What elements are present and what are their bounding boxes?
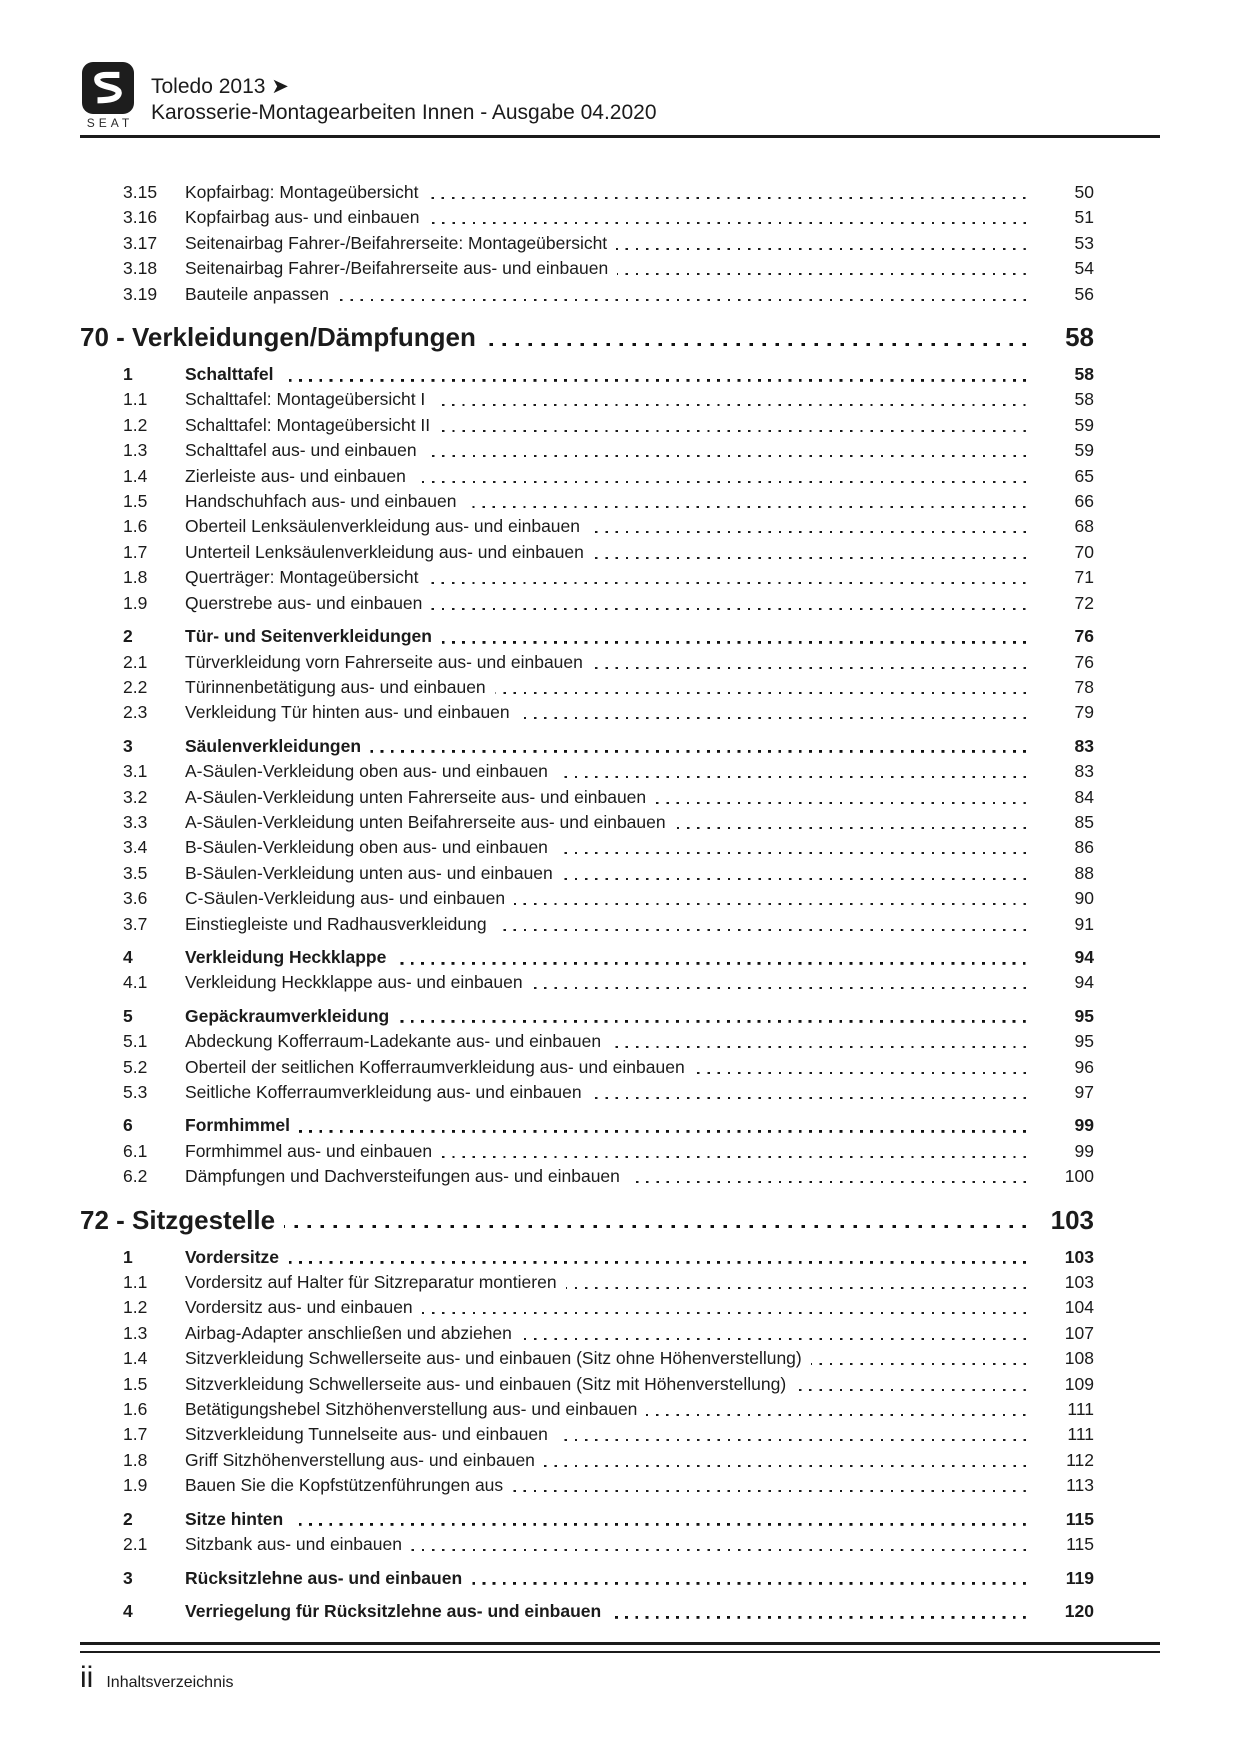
- toc-group-heading: [80, 1004, 1094, 1029]
- toc-entry: [80, 256, 1094, 281]
- page-number: ii: [80, 1661, 94, 1695]
- toc-entry-page: 95: [1074, 1005, 1094, 1026]
- toc-entry-title: Vordersitze: [185, 1246, 280, 1267]
- toc-entry-page: 115: [1066, 1534, 1094, 1555]
- toc-entry-title: Sitzbank aus- und einbauen: [185, 1534, 402, 1555]
- toc-entry-page: 59: [1074, 440, 1094, 461]
- toc-entry: [80, 810, 1094, 835]
- toc-entry-title: Oberteil Lenksäulenverkleidung aus- und einbauen: [185, 516, 580, 537]
- toc-entry-title: 72 - Sitzgestelle: [80, 1204, 276, 1235]
- seat-logo-icon: [82, 62, 134, 114]
- toc-entry-title: Sitzverkleidung Schwellerseite aus- und einbauen (Sitz mit Höhenverstellung): [185, 1373, 787, 1394]
- toc-entry-number: 4.1: [123, 972, 148, 993]
- dot-leader: [593, 540, 1026, 565]
- toc-entry-page: 103: [1064, 1272, 1094, 1293]
- toc-entry-number: 2: [123, 1508, 133, 1529]
- toc-entry-title: Türverkleidung vorn Fahrerseite aus- und einbauen: [185, 651, 583, 672]
- toc-entry-title: Verkleidung Tür hinten aus- und einbauen: [185, 702, 510, 723]
- toc-entry: [80, 1080, 1094, 1105]
- toc-entry: [80, 1346, 1094, 1371]
- toc-entry-number: 6: [123, 1115, 133, 1136]
- toc-entry-page: 103: [1064, 1246, 1094, 1267]
- dot-leader: [646, 1397, 1026, 1422]
- toc-entry-page: 99: [1074, 1115, 1094, 1136]
- toc-entry-page: 108: [1064, 1348, 1094, 1369]
- toc-entry-number: 3.17: [123, 232, 158, 253]
- toc-entry: [80, 1372, 1094, 1397]
- toc-entry-number: 3.1: [123, 761, 148, 782]
- toc-entry-page: 76: [1074, 626, 1094, 647]
- toc-entry: [80, 1422, 1094, 1447]
- dot-leader: [532, 970, 1026, 995]
- toc-entry-number: 3.6: [123, 888, 148, 909]
- toc-entry: [80, 861, 1094, 886]
- header-titles: [151, 62, 657, 126]
- toc-entry-number: 3: [123, 1567, 133, 1588]
- toc-entry-number: 1.1: [123, 389, 148, 410]
- dot-leader: [562, 861, 1026, 886]
- dot-leader: [422, 1295, 1026, 1320]
- toc-group-heading: [80, 1566, 1094, 1591]
- toc-entry-page: 94: [1074, 972, 1094, 993]
- toc-entry-number: 3.3: [123, 811, 148, 832]
- toc-entry-page: 51: [1074, 207, 1094, 228]
- toc-entry-page: 71: [1074, 567, 1094, 588]
- dot-leader: [411, 1532, 1026, 1557]
- page-footer: [80, 1661, 1160, 1695]
- toc-entry-page: 65: [1074, 465, 1094, 486]
- toc-entry-number: 1.2: [123, 414, 148, 435]
- toc-entry-title: Sitzverkleidung Tunnelseite aus- und einbauen: [185, 1424, 548, 1445]
- dot-leader: [338, 282, 1026, 307]
- toc-entry-number: 2.1: [123, 651, 148, 672]
- toc-entry-number: 3.2: [123, 786, 148, 807]
- toc-entry-number: 1: [123, 1246, 133, 1267]
- dot-leader: [398, 1004, 1026, 1029]
- toc-entry-number: 1.6: [123, 516, 148, 537]
- dot-leader: [514, 886, 1026, 911]
- toc-entry: [80, 387, 1094, 412]
- toc-entry-number: 2.2: [123, 676, 148, 697]
- toc-entry-page: 107: [1064, 1322, 1094, 1343]
- toc-entry: [80, 180, 1094, 205]
- toc-entry-page: 68: [1074, 516, 1094, 537]
- toc-entry: [80, 464, 1094, 489]
- toc-entry-page: 53: [1074, 232, 1094, 253]
- toc-entry-page: 97: [1074, 1082, 1094, 1102]
- toc-entry-number: 3.15: [123, 182, 158, 202]
- toc-chapter-heading: [80, 1203, 1094, 1237]
- toc-entry-number: 1.7: [123, 1424, 148, 1445]
- toc-entry-number: 6.2: [123, 1166, 148, 1187]
- toc-entry-number: 1.4: [123, 465, 148, 486]
- toc-entry-number: 1.8: [123, 567, 148, 588]
- toc-entry-title: Seitenairbag Fahrer-/Beifahrerseite: Montageübersicht: [185, 232, 608, 253]
- toc-entry-page: 119: [1065, 1567, 1094, 1588]
- toc-entry: [80, 1055, 1094, 1080]
- dot-leader: [485, 320, 1026, 354]
- toc-entry-page: 83: [1074, 735, 1094, 756]
- toc-entry-number: 1.5: [123, 1373, 148, 1394]
- header-model-line: Toledo 2013 ➤: [151, 75, 289, 98]
- toc-entry-page: 83: [1074, 761, 1094, 782]
- toc-group-heading: [80, 624, 1094, 649]
- toc-entry-page: 58: [1065, 322, 1094, 353]
- toc-entry: [80, 1397, 1094, 1422]
- toc-group-heading: [80, 1245, 1094, 1270]
- toc-entry-page: 95: [1074, 1031, 1094, 1052]
- toc-entry-number: 2.3: [123, 702, 148, 723]
- toc-entry-number: 2: [123, 626, 133, 647]
- toc-entry-title: Türinnenbetätigung aus- und einbauen: [185, 676, 486, 697]
- toc-entry-page: 58: [1074, 364, 1094, 385]
- dot-leader: [795, 1372, 1026, 1397]
- toc-entry-page: 85: [1074, 811, 1094, 832]
- toc-entry-page: 50: [1074, 182, 1094, 202]
- toc-entry-page: 103: [1050, 1204, 1094, 1235]
- toc-entry-number: 5: [123, 1005, 133, 1026]
- dot-leader: [495, 675, 1026, 700]
- toc-group-heading: [80, 362, 1094, 387]
- toc-entry-number: 1.4: [123, 1348, 148, 1369]
- toc-group-heading: [80, 734, 1094, 759]
- dot-leader: [557, 835, 1026, 860]
- toc-entry: [80, 1270, 1094, 1295]
- dot-leader: [441, 1139, 1026, 1164]
- dot-leader: [694, 1055, 1026, 1080]
- toc-entry-number: 5.1: [123, 1031, 148, 1052]
- dot-leader: [434, 387, 1026, 412]
- toc-entry-title: Bauteile anpassen: [185, 283, 329, 304]
- toc-entry: [80, 1164, 1094, 1189]
- toc-entry-title: Bauen Sie die Kopfstützenführungen aus: [185, 1475, 504, 1496]
- toc-entry: [80, 970, 1094, 995]
- toc-entry-number: 3.5: [123, 862, 148, 883]
- dot-leader: [589, 514, 1026, 539]
- toc-entry: [80, 759, 1094, 784]
- toc-entry-page: 86: [1074, 837, 1094, 858]
- toc-entry-page: 120: [1064, 1600, 1094, 1621]
- toc-chapter-heading: [80, 320, 1094, 354]
- toc-list: [80, 180, 1160, 1624]
- dot-leader: [617, 256, 1026, 281]
- toc-entry-number: 2.1: [123, 1534, 148, 1555]
- header-subtitle-line: Karosserie-Montagearbeiten Innen - Ausgabe 04.2020: [151, 101, 657, 124]
- toc-entry-number: 3: [123, 735, 133, 756]
- page-header: [80, 62, 1160, 130]
- dot-leader: [610, 1029, 1026, 1054]
- dot-leader: [557, 1422, 1026, 1447]
- toc-entry-page: 84: [1074, 786, 1094, 807]
- dot-leader: [496, 912, 1026, 937]
- toc-entry-title: Betätigungshebel Sitzhöhenverstellung aus- und einbauen: [185, 1399, 638, 1420]
- toc-entry-page: 96: [1074, 1056, 1094, 1077]
- toc-entry-title: Seitenairbag Fahrer-/Beifahrerseite aus- und einbauen: [185, 258, 609, 279]
- toc-entry: [80, 438, 1094, 463]
- toc-entry-number: 4: [123, 1600, 133, 1621]
- toc-entry-title: Abdeckung Kofferraum-Ladekante aus- und einbauen: [185, 1031, 602, 1052]
- toc-entry-number: 5.2: [123, 1056, 148, 1077]
- dot-leader: [427, 565, 1026, 590]
- toc-entry-page: 58: [1074, 389, 1094, 410]
- dot-leader: [566, 1270, 1026, 1295]
- toc-entry-number: 3.19: [123, 283, 158, 304]
- toc-entry-page: 104: [1064, 1297, 1094, 1318]
- dot-leader: [370, 734, 1026, 759]
- toc-entry-title: Sitzverkleidung Schwellerseite aus- und einbauen (Sitz ohne Höhenverstellung): [185, 1348, 802, 1369]
- toc-entry-number: 1: [123, 364, 133, 385]
- toc-entry-title: Oberteil der seitlichen Kofferraumverkleidung aus- und einbauen: [185, 1056, 685, 1077]
- toc-entry-page: 94: [1074, 946, 1094, 967]
- toc-entry-title: Seitliche Kofferraumverkleidung aus- und einbauen: [185, 1082, 582, 1102]
- toc-entry: [80, 565, 1094, 590]
- toc-entry-title: Gepäckraumverkleidung: [185, 1005, 390, 1026]
- dot-leader: [655, 785, 1026, 810]
- toc-entry: [80, 912, 1094, 937]
- toc-entry-page: 79: [1074, 702, 1094, 723]
- toc-entry: [80, 413, 1094, 438]
- toc-entry-title: Formhimmel: [185, 1115, 291, 1136]
- toc-entry-page: 111: [1067, 1424, 1094, 1445]
- toc-entry-title: Querträger: Montageübersicht: [185, 567, 419, 588]
- toc-entry-page: 56: [1074, 283, 1094, 304]
- dot-leader: [288, 1245, 1026, 1270]
- toc-entry-title: Griff Sitzhöhenverstellung aus- und einbauen: [185, 1449, 535, 1470]
- toc-entry-title: A-Säulen-Verkleidung oben aus- und einbauen: [185, 761, 548, 782]
- toc-entry-number: 1.2: [123, 1297, 148, 1318]
- footer-divider: [80, 1642, 1160, 1653]
- toc-entry-title: Vordersitz auf Halter für Sitzreparatur montieren: [185, 1272, 557, 1293]
- toc-entry-page: 70: [1074, 541, 1094, 562]
- dot-leader: [299, 1113, 1026, 1138]
- toc-entry-title: Vordersitz aus- und einbauen: [185, 1297, 413, 1318]
- dot-leader: [592, 650, 1026, 675]
- toc-entry-page: 100: [1064, 1166, 1094, 1187]
- toc-entry: [80, 886, 1094, 911]
- toc-entry-title: Verkleidung Heckklappe aus- und einbauen: [185, 972, 523, 993]
- dot-leader: [557, 759, 1026, 784]
- toc-entry: [80, 205, 1094, 230]
- toc-entry-number: 1.7: [123, 541, 148, 562]
- toc-entry-page: 113: [1066, 1475, 1094, 1496]
- toc-entry-page: 88: [1074, 862, 1094, 883]
- toc-entry-title: Kopfairbag: Montageübersicht: [185, 182, 419, 202]
- footer-label: Inhaltsverzeichnis: [106, 1674, 234, 1692]
- toc-entry: [80, 1532, 1094, 1557]
- toc-entry-title: Kopfairbag aus- und einbauen: [185, 207, 420, 228]
- toc-entry-title: Dämpfungen und Dachversteifungen aus- und einbauen: [185, 1166, 620, 1187]
- toc-group-heading: [80, 1599, 1094, 1624]
- dot-leader: [284, 1203, 1026, 1237]
- toc-entry-number: 3.16: [123, 207, 158, 228]
- toc-entry-number: 1.1: [123, 1272, 148, 1293]
- toc-entry: [80, 540, 1094, 565]
- dot-leader: [427, 180, 1026, 205]
- toc-entry-title: Verriegelung für Rücksitzlehne aus- und einbauen: [185, 1600, 602, 1621]
- toc-entry: [80, 489, 1094, 514]
- toc-entry-number: 3.18: [123, 258, 158, 279]
- toc-entry: [80, 282, 1094, 307]
- toc-entry-number: 3.4: [123, 837, 148, 858]
- toc-entry-title: Schalttafel: Montageübersicht I: [185, 389, 426, 410]
- dot-leader: [811, 1346, 1026, 1371]
- toc-entry: [80, 514, 1094, 539]
- toc-entry: [80, 1448, 1094, 1473]
- dot-leader: [283, 362, 1027, 387]
- toc-entry-title: 70 - Verkleidungen/Dämpfungen: [80, 322, 476, 353]
- toc-entry-number: 6.1: [123, 1140, 148, 1161]
- toc-entry-title: Säulenverkleidungen: [185, 735, 362, 756]
- toc-entry-title: Tür- und Seitenverkleidungen: [185, 626, 432, 647]
- toc-entry: [80, 675, 1094, 700]
- toc-entry-title: A-Säulen-Verkleidung unten Fahrerseite aus- und einbauen: [185, 786, 647, 807]
- toc-entry-page: 54: [1074, 258, 1094, 279]
- toc-entry-number: 1.9: [123, 592, 148, 613]
- toc-entry-title: Schalttafel aus- und einbauen: [185, 440, 417, 461]
- toc-entry: [80, 1139, 1094, 1164]
- toc-entry-title: A-Säulen-Verkleidung unten Beifahrerseite aus- und einbauen: [185, 811, 666, 832]
- dot-leader: [629, 1164, 1026, 1189]
- toc-entry-title: B-Säulen-Verkleidung oben aus- und einbauen: [185, 837, 548, 858]
- toc-entry-number: 1.3: [123, 1322, 148, 1343]
- toc-entry-page: 99: [1074, 1140, 1094, 1161]
- seat-logo: [80, 62, 136, 130]
- toc-entry-page: 91: [1074, 913, 1094, 934]
- dot-leader: [395, 945, 1026, 970]
- toc-entry: [80, 591, 1094, 616]
- header-divider: [80, 135, 1160, 138]
- toc-entry: [80, 835, 1094, 860]
- toc-entry: [80, 650, 1094, 675]
- toc-entry-title: Verkleidung Heckklappe: [185, 946, 387, 967]
- toc-entry-page: 90: [1074, 888, 1094, 909]
- toc-entry-title: Sitze hinten: [185, 1508, 284, 1529]
- toc-entry: [80, 1473, 1094, 1498]
- toc-entry-page: 115: [1065, 1508, 1094, 1529]
- toc-entry-title: Einstiegleiste und Radhausverkleidung: [185, 913, 487, 934]
- toc-entry: [80, 1295, 1094, 1320]
- toc-entry-number: 4: [123, 946, 133, 967]
- toc-entry-number: 1.5: [123, 491, 148, 512]
- toc-entry-title: B-Säulen-Verkleidung unten aus- und einbauen: [185, 862, 553, 883]
- dot-leader: [591, 1080, 1026, 1105]
- dot-leader: [610, 1599, 1026, 1624]
- toc-entry-title: Schalttafel: [185, 364, 274, 385]
- toc-group-heading: [80, 1113, 1094, 1138]
- dot-leader: [441, 624, 1026, 649]
- dot-leader: [292, 1507, 1026, 1532]
- dot-leader: [512, 1473, 1026, 1498]
- dot-leader: [544, 1448, 1026, 1473]
- toc-entry-page: 78: [1074, 676, 1094, 697]
- dot-leader: [465, 489, 1026, 514]
- toc-entry-title: Querstrebe aus- und einbauen: [185, 592, 423, 613]
- toc-entry-number: 1.8: [123, 1449, 148, 1470]
- seat-logo-wordmark: SEAT: [86, 116, 134, 130]
- dot-leader: [675, 810, 1026, 835]
- dot-leader: [616, 231, 1026, 256]
- toc-entry-title: C-Säulen-Verkleidung aus- und einbauen: [185, 888, 506, 909]
- toc-entry-title: Formhimmel aus- und einbauen: [185, 1140, 433, 1161]
- toc-entry-page: 66: [1074, 491, 1094, 512]
- toc-entry-number: 1.9: [123, 1475, 148, 1496]
- toc-entry-page: 109: [1064, 1373, 1094, 1394]
- dot-leader: [519, 700, 1026, 725]
- toc-entry-page: 59: [1074, 414, 1094, 435]
- toc-entry-page: 72: [1074, 592, 1094, 613]
- toc-entry-number: 3.7: [123, 913, 148, 934]
- toc-entry: [80, 1029, 1094, 1054]
- toc-entry-title: Handschuhfach aus- und einbauen: [185, 491, 457, 512]
- toc-entry: [80, 700, 1094, 725]
- toc-entry-page: 111: [1067, 1399, 1094, 1420]
- dot-leader: [429, 205, 1027, 230]
- toc-entry: [80, 1321, 1094, 1346]
- toc-entry-number: 1.3: [123, 440, 148, 461]
- dot-leader: [431, 591, 1026, 616]
- toc-group-heading: [80, 945, 1094, 970]
- dot-leader: [439, 413, 1026, 438]
- dot-leader: [426, 438, 1026, 463]
- toc-entry-title: Schalttafel: Montageübersicht II: [185, 414, 431, 435]
- toc-entry-title: Airbag-Adapter anschließen und abziehen: [185, 1322, 512, 1343]
- toc-entry-number: 1.6: [123, 1399, 148, 1420]
- toc-entry-title: Unterteil Lenksäulenverkleidung aus- und einbauen: [185, 541, 584, 562]
- toc-entry-page: 76: [1074, 651, 1094, 672]
- toc-entry-title: Rücksitzlehne aus- und einbauen: [185, 1567, 463, 1588]
- dot-leader: [415, 464, 1026, 489]
- dot-leader: [521, 1321, 1026, 1346]
- toc-entry: [80, 231, 1094, 256]
- toc-entry: [80, 785, 1094, 810]
- toc-group-heading: [80, 1507, 1094, 1532]
- toc-entry-number: 5.3: [123, 1082, 148, 1102]
- toc-entry-page: 112: [1066, 1449, 1094, 1470]
- dot-leader: [471, 1566, 1026, 1591]
- toc-entry-title: Zierleiste aus- und einbauen: [185, 465, 406, 486]
